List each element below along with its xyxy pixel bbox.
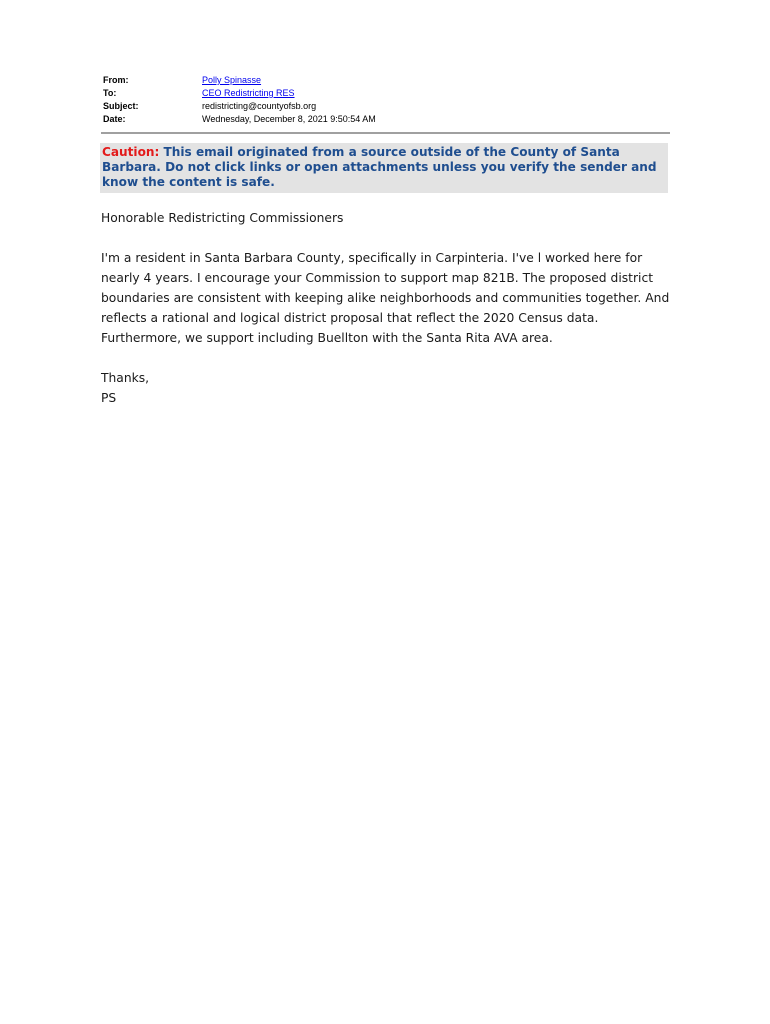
header-row-date [103, 113, 670, 126]
caution-label: Caution: [102, 145, 160, 159]
date-value: Wednesday, December 8, 2021 9:50:54 AM [202, 114, 376, 124]
email-header-block [103, 74, 670, 126]
subject-label: Subject: [103, 101, 139, 111]
from-label: From: [103, 75, 129, 85]
closing-line: Thanks, [101, 371, 150, 385]
caution-text: This email originated from a source outside of the County of Santa Barbara. Do not click links or open attachments unless you verify the sender and know the content is safe. [102, 145, 657, 189]
header-row-subject [103, 100, 670, 113]
email-body [101, 208, 671, 408]
to-recipient-link[interactable]: CEO Redistricting RES [202, 88, 295, 98]
greeting-line: Honorable Redistricting Commissioners [101, 211, 344, 225]
date-label: Date: [103, 114, 126, 124]
signature-line: PS [101, 391, 117, 405]
body-paragraph: I'm a resident in Santa Barbara County, specifically in Carpinteria. I've l worked here for nearly 4 years. I encourage your Commission to support map 821B. The proposed district boundaries are consistent with keeping alike neighborhoods and communities together. And reflects a rational and logical district proposal that reflect the 2020 Census data. Furthermore, we support including Buellton with the Santa Rita AVA area. [101, 251, 670, 345]
header-row-to [103, 87, 670, 100]
header-divider [101, 132, 670, 134]
subject-value: redistricting@countyofsb.org [202, 101, 317, 111]
from-sender-link[interactable]: Polly Spinasse [202, 75, 262, 85]
header-row-from [103, 74, 670, 87]
to-label: To: [103, 88, 117, 98]
caution-banner [100, 143, 668, 193]
